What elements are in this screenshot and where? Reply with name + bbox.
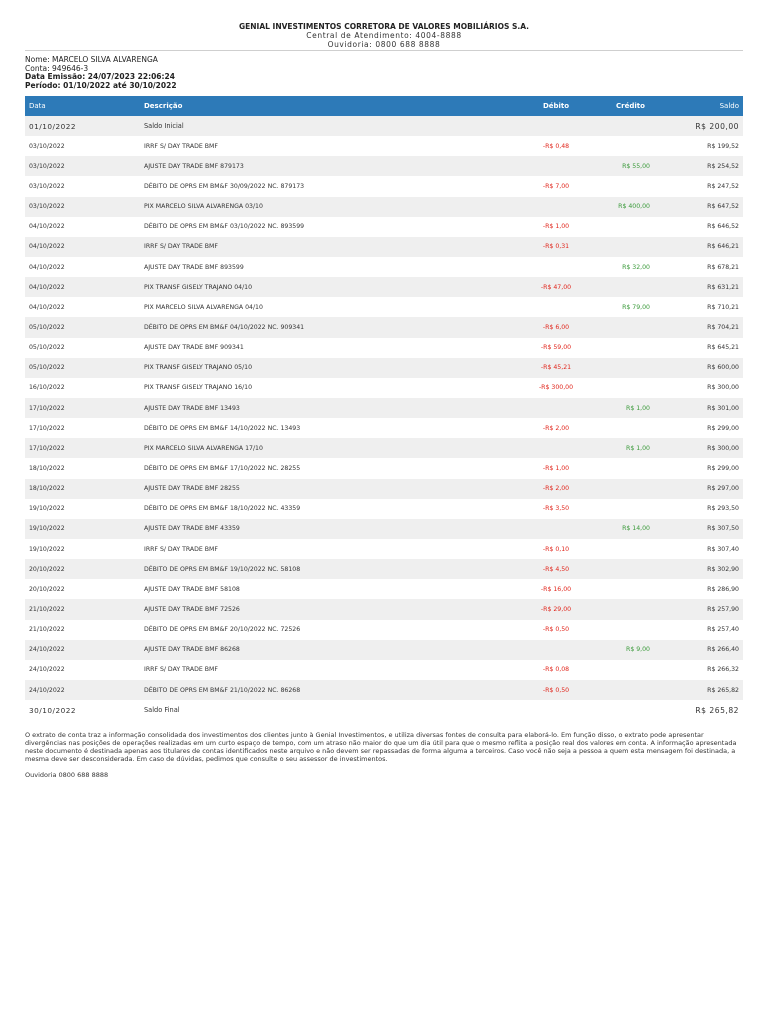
cell-credit	[593, 660, 668, 680]
table-row	[25, 338, 743, 358]
cell-debit: -R$ 29,00	[540, 605, 572, 613]
initial-balance-row	[25, 116, 743, 136]
cell-credit	[593, 176, 668, 196]
cell-balance: R$ 254,52	[707, 162, 739, 170]
cell-credit	[593, 559, 668, 579]
cell-debit: -R$ 47,00	[540, 283, 572, 291]
table-row	[25, 136, 743, 156]
cell-date: 20/10/2022	[29, 565, 65, 573]
cell-date: 05/10/2022	[29, 323, 65, 331]
cell-balance: R$ 704,21	[707, 323, 739, 331]
cell-description: DÉBITO DE OPRS EM BM&F 04/10/2022 NC. 909341	[144, 323, 305, 331]
cell-balance: R$ 266,40	[707, 646, 739, 654]
cell-credit: R$ 1,00	[626, 404, 650, 412]
cell-balance: R$ 286,90	[707, 585, 739, 593]
table-row	[25, 640, 743, 660]
cell-description: DÉBITO DE OPRS EM BM&F 03/10/2022 NC. 893599	[144, 223, 305, 231]
table-row	[25, 358, 743, 378]
cell-description: PIX TRANSF GISELY TRAJANO 16/10	[144, 384, 253, 392]
cell-balance: R$ 257,40	[707, 626, 739, 634]
cell-date: 24/10/2022	[29, 686, 65, 694]
cell-description: IRRF S/ DAY TRADE BMF	[144, 666, 218, 674]
ouvidoria-header: Ouvidoria: 0800 688 8888	[327, 40, 441, 49]
cell-debit	[519, 438, 593, 458]
cell-debit: -R$ 16,00	[540, 585, 572, 593]
cell-credit	[593, 418, 668, 438]
cell-debit: -R$ 4,50	[542, 565, 570, 573]
cell-debit: -R$ 0,50	[542, 686, 570, 694]
cell-credit	[593, 277, 668, 297]
table-row	[25, 197, 743, 217]
cell-balance: R$ 199,52	[707, 142, 739, 150]
table-row	[25, 559, 743, 579]
cell-balance: R$ 265,82	[707, 686, 739, 694]
initial-balance: R$ 200,00	[695, 121, 739, 131]
table-row	[25, 660, 743, 680]
cell-date: 20/10/2022	[29, 585, 65, 593]
client-info	[25, 56, 177, 90]
table-row	[25, 599, 743, 619]
client-name: Nome: MARCELO SILVA ALVARENGA	[25, 55, 158, 64]
cell-balance: R$ 300,00	[707, 444, 739, 452]
cell-debit: -R$ 2,00	[542, 485, 570, 493]
cell-description: PIX TRANSF GISELY TRAJANO 05/10	[144, 364, 253, 372]
final-balance: R$ 265,82	[695, 705, 739, 715]
cell-description: AJUSTE DAY TRADE BMF 86268	[144, 646, 240, 654]
cell-debit	[519, 156, 593, 176]
cell-credit	[593, 358, 668, 378]
cell-credit	[593, 579, 668, 599]
table-header	[25, 96, 743, 116]
client-account: Conta: 949646-3	[25, 63, 89, 73]
cell-date: 18/10/2022	[29, 485, 65, 493]
cell-debit	[519, 640, 593, 660]
cell-debit: -R$ 7,00	[542, 182, 570, 190]
col-header-debito: Débito	[542, 102, 570, 110]
cell-date: 16/10/2022	[29, 384, 65, 392]
cell-date: 19/10/2022	[29, 525, 65, 533]
table-row	[25, 499, 743, 519]
final-date: 30/10/2022	[29, 705, 77, 715]
cell-date: 03/10/2022	[29, 142, 65, 150]
cell-balance: R$ 302,90	[707, 565, 739, 573]
emission-date: Data Emissão: 24/07/2023 22:06:24	[25, 72, 175, 82]
table-row	[25, 277, 743, 297]
cell-date: 24/10/2022	[29, 666, 65, 674]
cell-debit: -R$ 3,50	[542, 505, 570, 513]
col-header-descricao: Descrição	[144, 102, 183, 110]
cell-date: 04/10/2022	[29, 283, 65, 291]
cell-credit	[593, 599, 668, 619]
cell-debit	[519, 519, 593, 539]
cell-date: 05/10/2022	[29, 344, 65, 352]
cell-description: AJUSTE DAY TRADE BMF 879173	[144, 162, 244, 170]
cell-balance: R$ 247,52	[707, 182, 739, 190]
cell-date: 04/10/2022	[29, 303, 65, 311]
cell-debit	[519, 398, 593, 418]
table-row	[25, 458, 743, 478]
cell-credit: R$ 14,00	[622, 525, 650, 533]
table-row	[25, 297, 743, 317]
ouvidoria-footer: Ouvidoria 0800 688 8888	[25, 771, 109, 779]
cell-description: IRRF S/ DAY TRADE BMF	[144, 142, 218, 150]
cell-credit	[593, 317, 668, 337]
cell-description: AJUSTE DAY TRADE BMF 28255	[144, 485, 240, 493]
central-atendimento: Central de Atendimento: 4004-8888	[306, 31, 462, 40]
cell-date: 21/10/2022	[29, 626, 65, 634]
cell-date: 03/10/2022	[29, 162, 65, 170]
table-row	[25, 378, 743, 398]
cell-date: 04/10/2022	[29, 263, 65, 271]
cell-credit	[593, 479, 668, 499]
initial-label: Saldo Inicial	[144, 122, 184, 131]
cell-debit: -R$ 1,00	[542, 464, 570, 472]
cell-date: 19/10/2022	[29, 545, 65, 553]
cell-date: 05/10/2022	[29, 364, 65, 372]
cell-balance: R$ 600,00	[707, 364, 739, 372]
cell-date: 21/10/2022	[29, 605, 65, 613]
cell-debit	[519, 297, 593, 317]
col-header-saldo: Saldo	[719, 102, 739, 110]
cell-credit: R$ 400,00	[618, 203, 650, 211]
cell-description: PIX MARCELO SILVA ALVARENGA 04/10	[144, 303, 263, 311]
statement-table	[25, 96, 743, 720]
table-row	[25, 680, 743, 700]
cell-description: IRRF S/ DAY TRADE BMF	[144, 243, 218, 251]
cell-debit	[519, 197, 593, 217]
table-row	[25, 418, 743, 438]
cell-description: PIX TRANSF GISELY TRAJANO 04/10	[144, 283, 253, 291]
cell-balance: R$ 631,21	[707, 283, 739, 291]
cell-debit: -R$ 0,50	[542, 626, 570, 634]
cell-balance: R$ 299,00	[707, 424, 739, 432]
header-divider	[25, 50, 743, 51]
cell-date: 17/10/2022	[29, 404, 65, 412]
table-row	[25, 539, 743, 559]
cell-date: 04/10/2022	[29, 223, 65, 231]
cell-balance: R$ 293,50	[707, 505, 739, 513]
cell-balance: R$ 646,52	[707, 223, 739, 231]
company-name: GENIAL INVESTIMENTOS CORRETORA DE VALORES MOBILIÁRIOS S.A.	[238, 22, 530, 31]
cell-credit	[593, 458, 668, 478]
cell-description: DÉBITO DE OPRS EM BM&F 17/10/2022 NC. 28255	[144, 464, 301, 472]
cell-date: 24/10/2022	[29, 646, 65, 654]
cell-description: AJUSTE DAY TRADE BMF 72526	[144, 605, 240, 613]
cell-credit	[593, 338, 668, 358]
cell-debit: -R$ 59,00	[540, 344, 572, 352]
table-row	[25, 257, 743, 277]
cell-description: PIX MARCELO SILVA ALVARENGA 03/10	[144, 203, 263, 211]
cell-credit	[593, 620, 668, 640]
cell-balance: R$ 307,40	[707, 545, 739, 553]
table-row	[25, 620, 743, 640]
cell-debit: -R$ 300,00	[538, 384, 574, 392]
table-row	[25, 438, 743, 458]
table-row	[25, 317, 743, 337]
document-header	[0, 22, 768, 49]
cell-date: 18/10/2022	[29, 464, 65, 472]
cell-date: 03/10/2022	[29, 182, 65, 190]
cell-credit: R$ 55,00	[622, 162, 650, 170]
cell-description: AJUSTE DAY TRADE BMF 909341	[144, 344, 244, 352]
cell-credit	[593, 539, 668, 559]
cell-balance: R$ 710,21	[707, 303, 739, 311]
cell-credit: R$ 32,00	[622, 263, 650, 271]
cell-balance: R$ 646,21	[707, 243, 739, 251]
cell-description: AJUSTE DAY TRADE BMF 58108	[144, 585, 240, 593]
cell-credit	[593, 378, 668, 398]
cell-debit: -R$ 1,00	[542, 223, 570, 231]
cell-description: DÉBITO DE OPRS EM BM&F 18/10/2022 NC. 43359	[144, 505, 301, 513]
cell-date: 03/10/2022	[29, 203, 65, 211]
cell-debit	[519, 257, 593, 277]
cell-debit: -R$ 0,31	[542, 243, 570, 251]
final-label: Saldo Final	[144, 706, 180, 715]
cell-debit: -R$ 2,00	[542, 424, 570, 432]
cell-description: DÉBITO DE OPRS EM BM&F 14/10/2022 NC. 13493	[144, 424, 301, 432]
cell-debit: -R$ 0,48	[542, 142, 570, 150]
cell-balance: R$ 257,90	[707, 605, 739, 613]
cell-description: DÉBITO DE OPRS EM BM&F 19/10/2022 NC. 58108	[144, 565, 301, 573]
cell-credit	[593, 680, 668, 700]
cell-description: AJUSTE DAY TRADE BMF 893599	[144, 263, 244, 271]
cell-description: AJUSTE DAY TRADE BMF 43359	[144, 525, 240, 533]
cell-date: 17/10/2022	[29, 444, 65, 452]
cell-credit	[593, 499, 668, 519]
cell-description: IRRF S/ DAY TRADE BMF	[144, 545, 218, 553]
table-row	[25, 176, 743, 196]
cell-debit: -R$ 0,10	[542, 545, 570, 553]
cell-debit: -R$ 0,08	[542, 666, 570, 674]
table-row	[25, 519, 743, 539]
cell-debit: -R$ 6,00	[542, 323, 570, 331]
cell-balance: R$ 301,00	[707, 404, 739, 412]
cell-balance: R$ 678,21	[707, 263, 739, 271]
cell-balance: R$ 266,32	[707, 666, 739, 674]
cell-balance: R$ 647,52	[707, 203, 739, 211]
cell-description: AJUSTE DAY TRADE BMF 13493	[144, 404, 240, 412]
statement-period: Período: 01/10/2022 até 30/10/2022	[25, 80, 177, 90]
table-row	[25, 237, 743, 257]
cell-credit	[593, 217, 668, 237]
cell-balance: R$ 645,21	[707, 344, 739, 352]
disclaimer: O extrato de conta traz a informação consolidada dos investimentos dos clientes junto à Genial Investimentos, e utiliza diversas fontes de consulta para elaborá-lo. Em função disso, o extrato pode apresentar divergências nas posições de operações realizadas em um curto espaço de tempo, com um atraso não maior do que um dia útil para que o mesmo reflita a posição real dos valores em conta. A informação apresentada neste documento é destinada apenas aos titulares de contas identificados neste arquivo e não devem ser repassadas de forma alguma a terceiros. Caso você não seja a pessoa a quem esta mensagem foi destinada, a mesma deve ser desconsiderada. Em caso de dúvidas, pedimos que consulte o seu assessor de investimentos.	[25, 731, 737, 764]
cell-credit	[593, 237, 668, 257]
table-row	[25, 579, 743, 599]
table-row	[25, 156, 743, 176]
cell-description: DÉBITO DE OPRS EM BM&F 20/10/2022 NC. 72526	[144, 626, 301, 634]
cell-credit: R$ 9,00	[626, 646, 650, 654]
cell-credit: R$ 1,00	[626, 444, 650, 452]
cell-description: DÉBITO DE OPRS EM BM&F 21/10/2022 NC. 86268	[144, 686, 301, 694]
cell-date: 17/10/2022	[29, 424, 65, 432]
cell-balance: R$ 300,00	[707, 384, 739, 392]
table-row	[25, 479, 743, 499]
col-header-credito: Crédito	[616, 102, 645, 110]
cell-credit: R$ 79,00	[622, 303, 650, 311]
cell-description: PIX MARCELO SILVA ALVARENGA 17/10	[144, 444, 263, 452]
cell-balance: R$ 297,00	[707, 485, 739, 493]
col-header-data: Data	[29, 102, 46, 110]
cell-debit: -R$ 45,21	[540, 364, 572, 372]
cell-date: 04/10/2022	[29, 243, 65, 251]
initial-date: 01/10/2022	[29, 121, 77, 131]
cell-balance: R$ 299,00	[707, 464, 739, 472]
cell-description: DÉBITO DE OPRS EM BM&F 30/09/2022 NC. 879173	[144, 182, 305, 190]
table-row	[25, 398, 743, 418]
cell-balance: R$ 307,50	[707, 525, 739, 533]
table-row	[25, 217, 743, 237]
cell-credit	[593, 136, 668, 156]
final-balance-row	[25, 700, 743, 720]
cell-date: 19/10/2022	[29, 505, 65, 513]
